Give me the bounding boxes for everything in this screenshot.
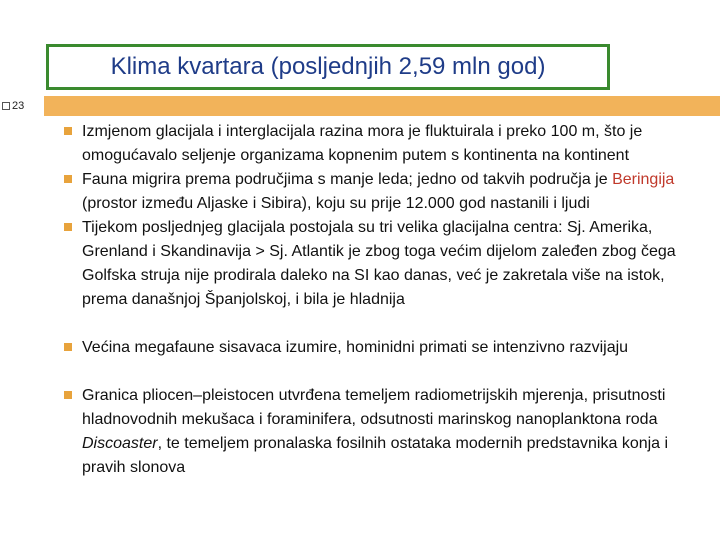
bullet-item (64, 336, 694, 360)
bullet-text-pre: Granica pliocen–pleistocen utvrđena temeljem radiometrijskih mjerenja, prisutnosti hladnovodnih mekušaca i foraminifera, odsutnosti marinskog nanoplanktona roda (82, 387, 666, 428)
bullet-icon (64, 343, 72, 351)
bullet-text-pre: Fauna migrira prema područjima s manje leda; jedno od takvih područja je (82, 171, 613, 188)
bullet-icon (64, 127, 72, 135)
bullet-text-post: , te temeljem pronalaska fosilnih ostataka modernih predstavnika konja i pravih slonova (82, 435, 669, 476)
header-band (44, 96, 720, 116)
spacer (64, 312, 694, 336)
bullet-item (64, 216, 694, 312)
title-box (46, 44, 610, 90)
bullet-text: Tijekom posljednjeg glacijala postojala su tri velika glacijalna centra: Sj. Amerika, Grenland i Skandinavija > Sj. Atlantik je zbog toga većim dijelom zaleđen zbog čega Golfska struja nije prodirala daleko na SI kao danas, već je zakretala više na istok, prema današnjoj Španjolskoj, i bila je hladnija (82, 219, 676, 308)
bullet-icon (64, 391, 72, 399)
bullet-text-post: (prostor između Aljaske i Sibira), koju su prije 12.000 god nastanili i ljudi (82, 195, 590, 212)
bullet-text: Većina megafaune sisavaca izumire, hominidni primati se intenzivno razvijaju (82, 339, 629, 356)
bullet-text: Izmjenom glacijala i interglacijala razina mora je fluktuirala i preko 100 m, što je omogućavalo seljenje organizama kopnenim putem s kontinenta na kontinent (82, 123, 643, 164)
taxon-name: Discoaster (82, 435, 158, 452)
slide-number-icon (2, 102, 10, 110)
highlight-term: Beringija (612, 171, 675, 188)
bullet-icon (64, 223, 72, 231)
bullet-list (64, 120, 694, 480)
slide-number (2, 100, 24, 112)
slide-title: Klima kvartara (posljednjih 2,59 mln god) (110, 53, 546, 80)
spacer (64, 360, 694, 384)
bullet-item (64, 120, 694, 168)
bullet-icon (64, 175, 72, 183)
slide-number-text: 23 (12, 100, 25, 112)
bullet-item (64, 384, 694, 480)
bullet-item (64, 168, 694, 216)
